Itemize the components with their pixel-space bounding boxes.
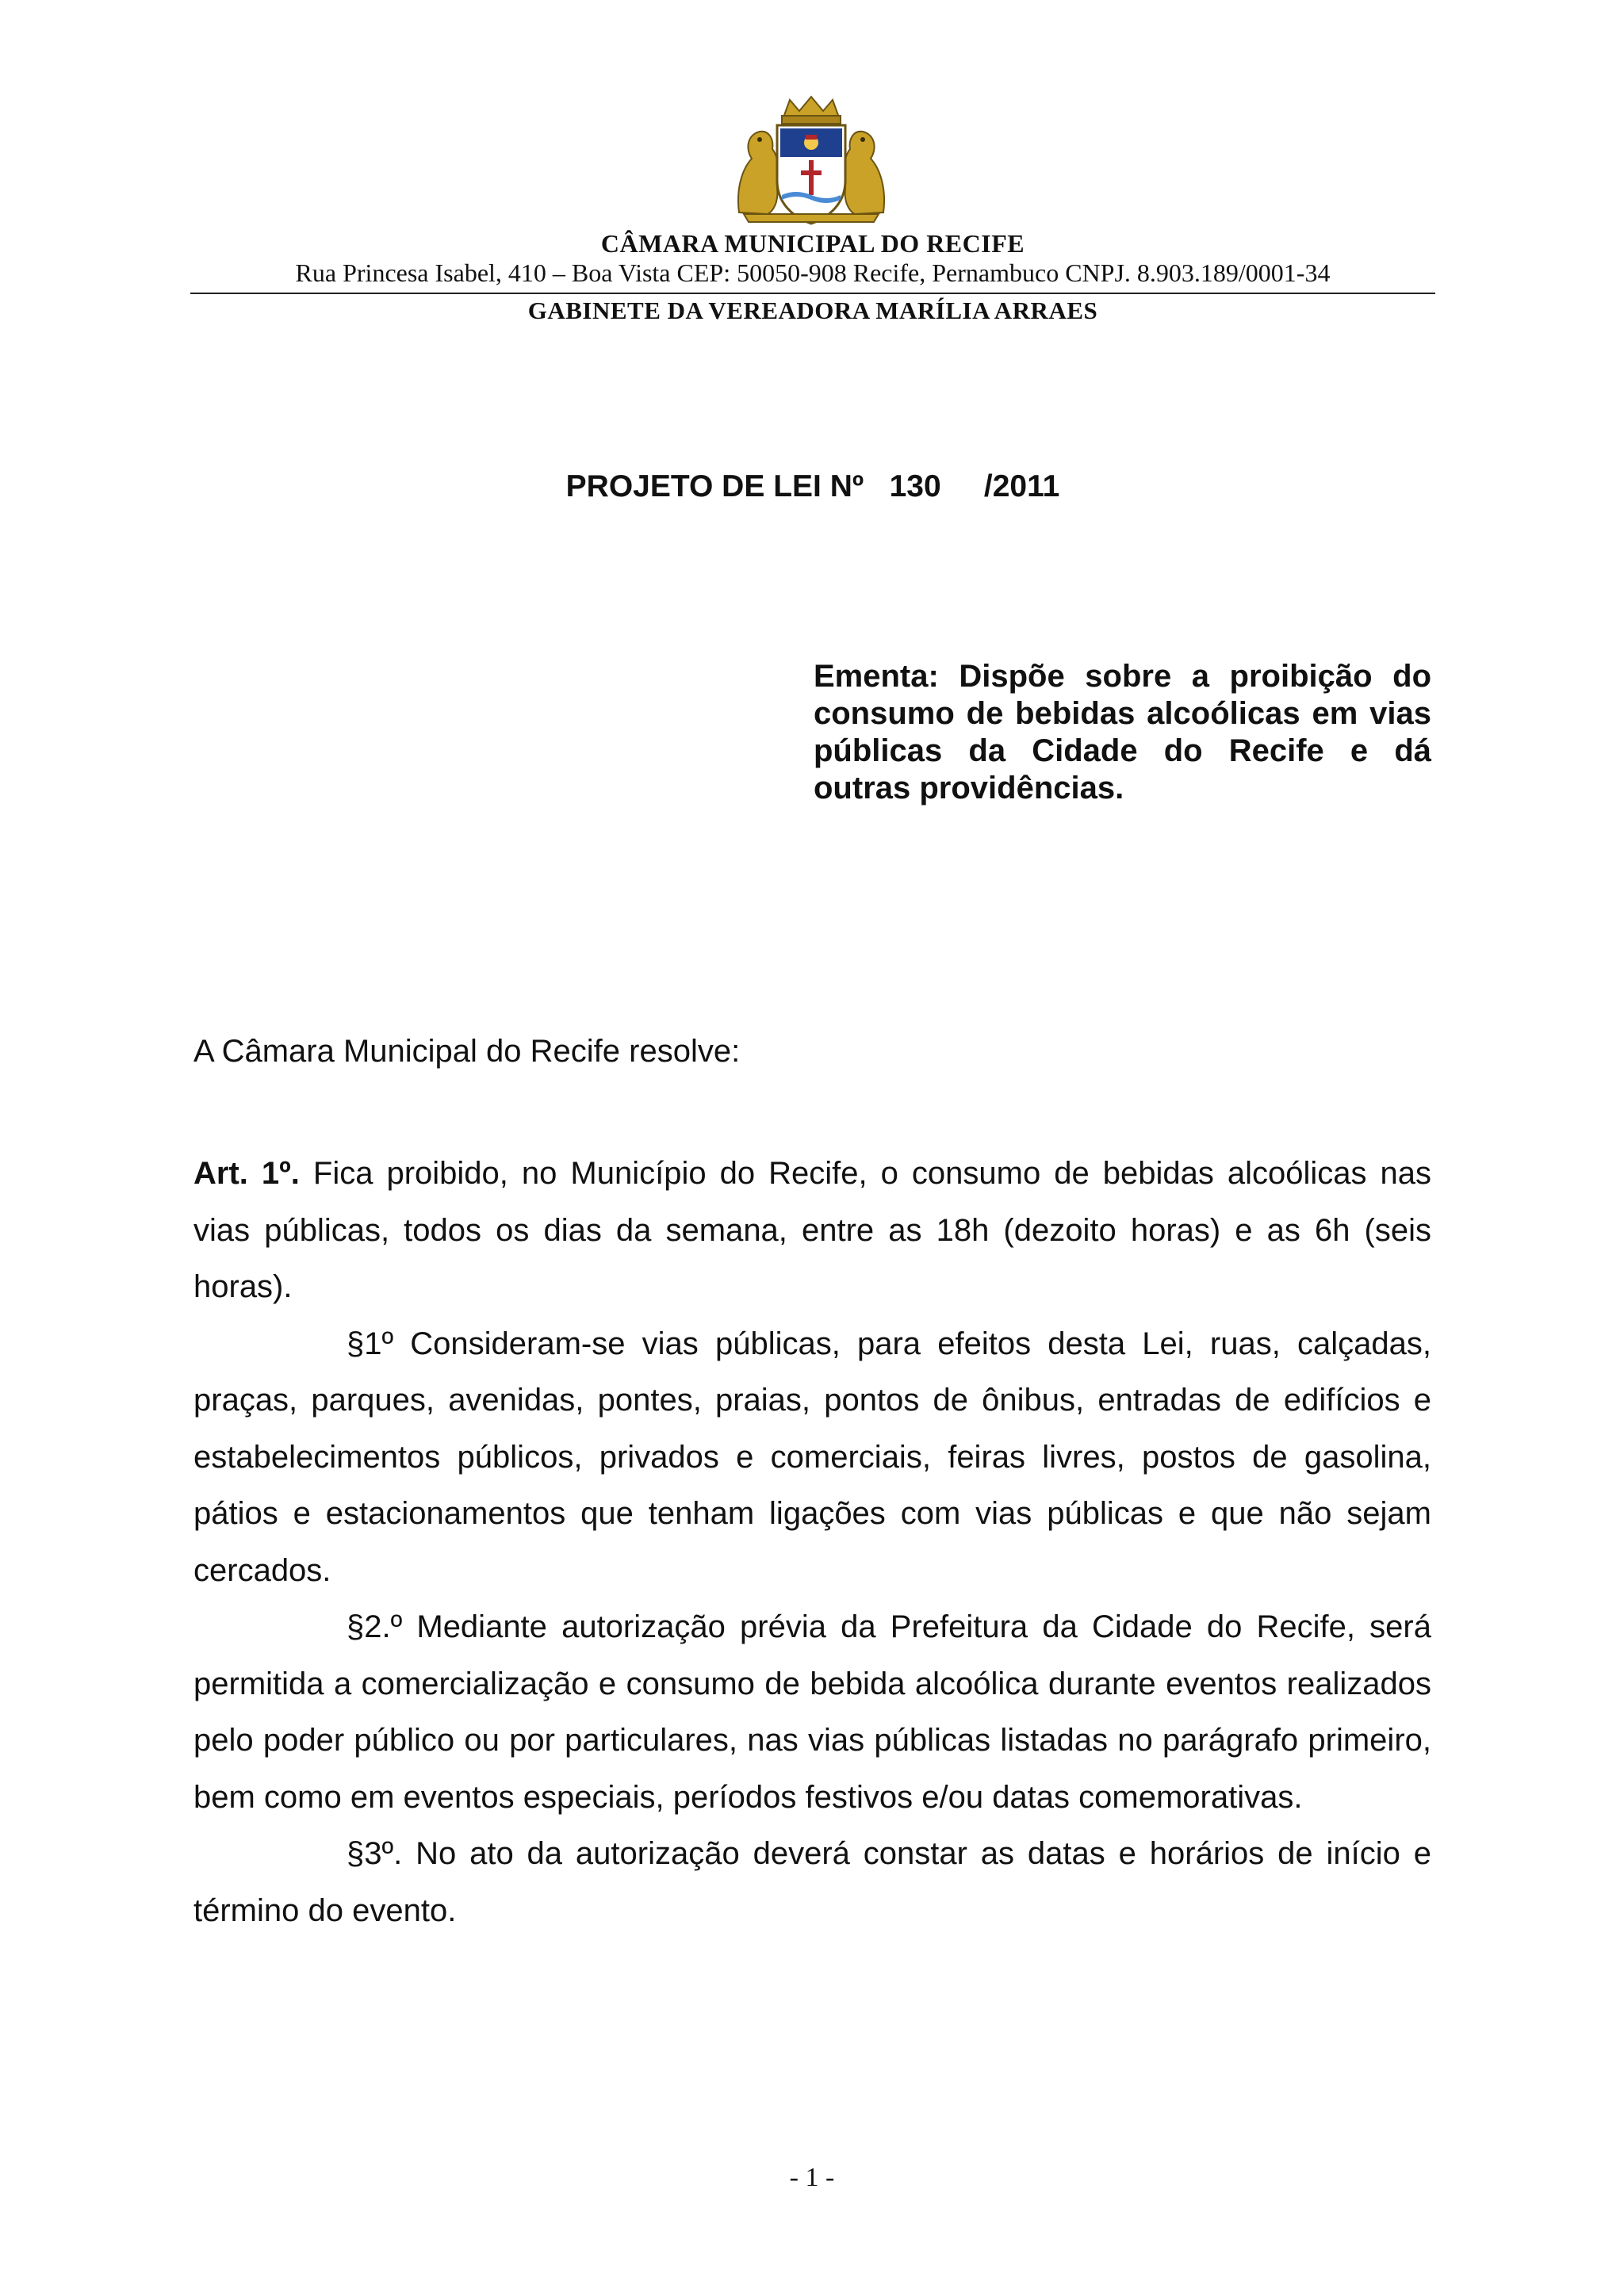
institution-name: CÂMARA MUNICIPAL DO RECIFE xyxy=(600,229,1025,258)
letterhead xyxy=(190,228,1435,287)
paragraph-2: §2.º Mediante autorização prévia da Prefeitura da Cidade do Recife, será permitida a comercialização e consumo de bebida alcoólica durante eventos realizados pelo poder público ou por particulares, nas vias públicas listadas no parágrafo primeiro, bem como em eventos especiais, períodos festivos e/ou datas comemorativas. xyxy=(193,1609,1431,1815)
coat-of-arms-icon xyxy=(728,94,894,228)
header-divider xyxy=(190,293,1435,294)
article-1-caput xyxy=(193,1146,1431,1316)
ementa: Ementa: Dispõe sobre a proibição do consumo de bebidas alcoólicas em vias públicas da Cidade do Recife e dá outras providências. xyxy=(814,659,1431,806)
preamble: A Câmara Municipal do Recife resolve: xyxy=(193,1034,741,1069)
bill-title: PROJETO DE LEI Nº 130 /2011 xyxy=(565,469,1060,503)
article-label: Art. 1º. xyxy=(193,1156,300,1191)
paragraph-1: §1º Consideram-se vias públicas, para efeitos desta Lei, ruas, calçadas, praças, parques, avenidas, pontes, praias, pontos de ônibus, entradas de edifícios e estabelecimentos públicos, privados e comerciais, feiras livres, postos de gasolina, pátios e estacionamentos que tenham ligações com vias públicas e que não sejam cercados. xyxy=(193,1326,1431,1588)
institution-address: Rua Princesa Isabel, 410 – Boa Vista CEP: 50050-908 Recife, Pernambuco CNPJ. 8.903.189/0001-34 xyxy=(295,258,1331,287)
article-text: Fica proibido, no Município do Recife, o consumo de bebidas alcoólicas nas vias públicas, todos os dias da semana, entre as 18h (dezoito horas) e as 6h (seis horas). xyxy=(193,1156,1432,1304)
page-number: - 1 - xyxy=(789,2163,835,2192)
article-1 xyxy=(193,1146,1431,1939)
paragraph-3: §3º. No ato da autorização deverá constar as datas e horários de início e término do evento. xyxy=(193,1836,1431,1928)
cabinet-name: GABINETE DA VEREADORA MARÍLIA ARRAES xyxy=(527,297,1098,324)
